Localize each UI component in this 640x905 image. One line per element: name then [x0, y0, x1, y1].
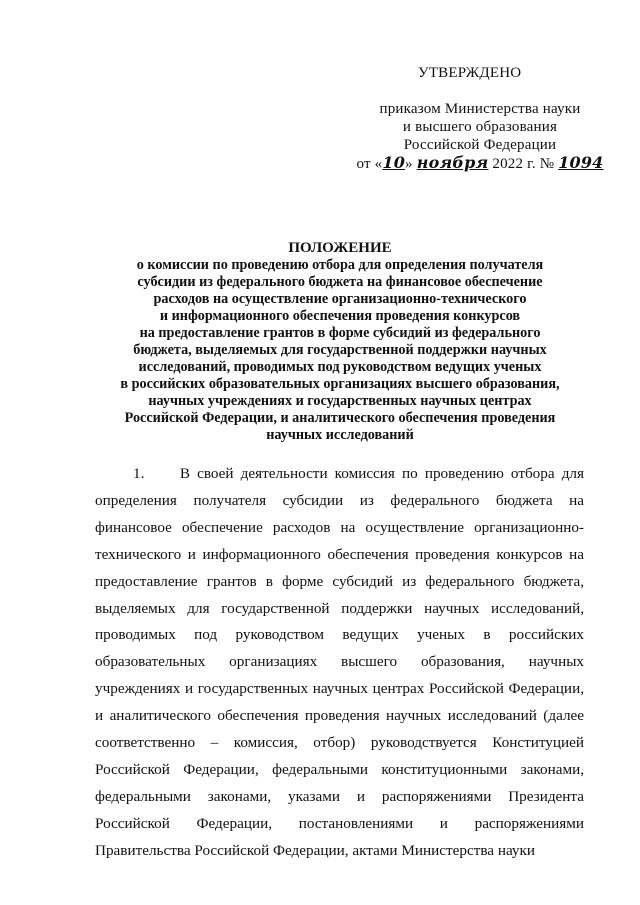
title-line: и информационного обеспечения проведения конкурсов: [159, 308, 521, 324]
year-text: 2022 г. №: [488, 156, 559, 172]
date-prefix: от «: [356, 156, 383, 172]
title-line: бюджета, выделяемых для государственной поддержки научных: [133, 342, 547, 358]
title-heading: ПОЛОЖЕНИЕ: [288, 240, 392, 256]
title-line: расходов на осуществление организационно-технического: [153, 291, 527, 307]
document-title: [90, 240, 590, 444]
title-line: о комиссии по проведению отбора для определения получателя: [136, 257, 544, 273]
title-line: Российской Федерации, и аналитического обеспечения проведения: [124, 410, 556, 426]
approval-heading: УТВЕРЖДЕНО: [418, 65, 522, 81]
title-line: научных исследований: [266, 427, 414, 443]
date-mid: »: [405, 156, 417, 172]
title-line: научных учреждениях и государственных научных центрах: [148, 393, 532, 409]
approval-line-3: Российской Федерации: [403, 137, 557, 153]
approval-line-2: и высшего образования: [402, 119, 558, 135]
handwritten-order-number: 1094: [558, 153, 604, 172]
approval-line-1: приказом Министерства науки: [379, 101, 581, 117]
approval-date-line: [320, 154, 640, 173]
title-line: на предоставление грантов в форме субсидий из федерального: [139, 325, 541, 341]
paragraph-text: В своей деятельности комиссия по проведению отбора для определения получателя субсидии из федерального бюджета на финансовое обеспечение расходов на осуществление организационно-технического и информационного обеспечения проведения конкурсов на предоставление грантов в форме субсидий из федерального бюджета, выделяемых для государственной поддержки научных исследований, проводимых под руководством ведущих ученых в российских образовательных организациях высшего образования, научных учреждениях и государственных научных центрах Российской Федерации, и аналитического обеспечения проведения научных исследований (далее соответственно – комиссия, отбор) руководствуется Конституцией Российской Федерации, федеральными конституционными законами, федеральными законами, указами и распоряжениями Президента Российской Федерации, постановлениями и распоряжениями Правительства Российской Федерации, актами Министерства науки: [95, 465, 584, 859]
body-text: [95, 461, 584, 865]
handwritten-day: 10: [382, 153, 406, 172]
paragraph-number: 1.: [133, 465, 145, 482]
handwritten-month: ноября: [416, 153, 489, 172]
title-line: исследований, проводимых под руководством ведущих ученых: [138, 359, 542, 375]
approval-block: [0, 64, 640, 173]
title-line: в российских образовательных организациях высшего образования,: [120, 376, 560, 392]
paragraph-1: [95, 461, 584, 865]
title-line: субсидии из федерального бюджета на финансовое обеспечение: [137, 274, 543, 290]
